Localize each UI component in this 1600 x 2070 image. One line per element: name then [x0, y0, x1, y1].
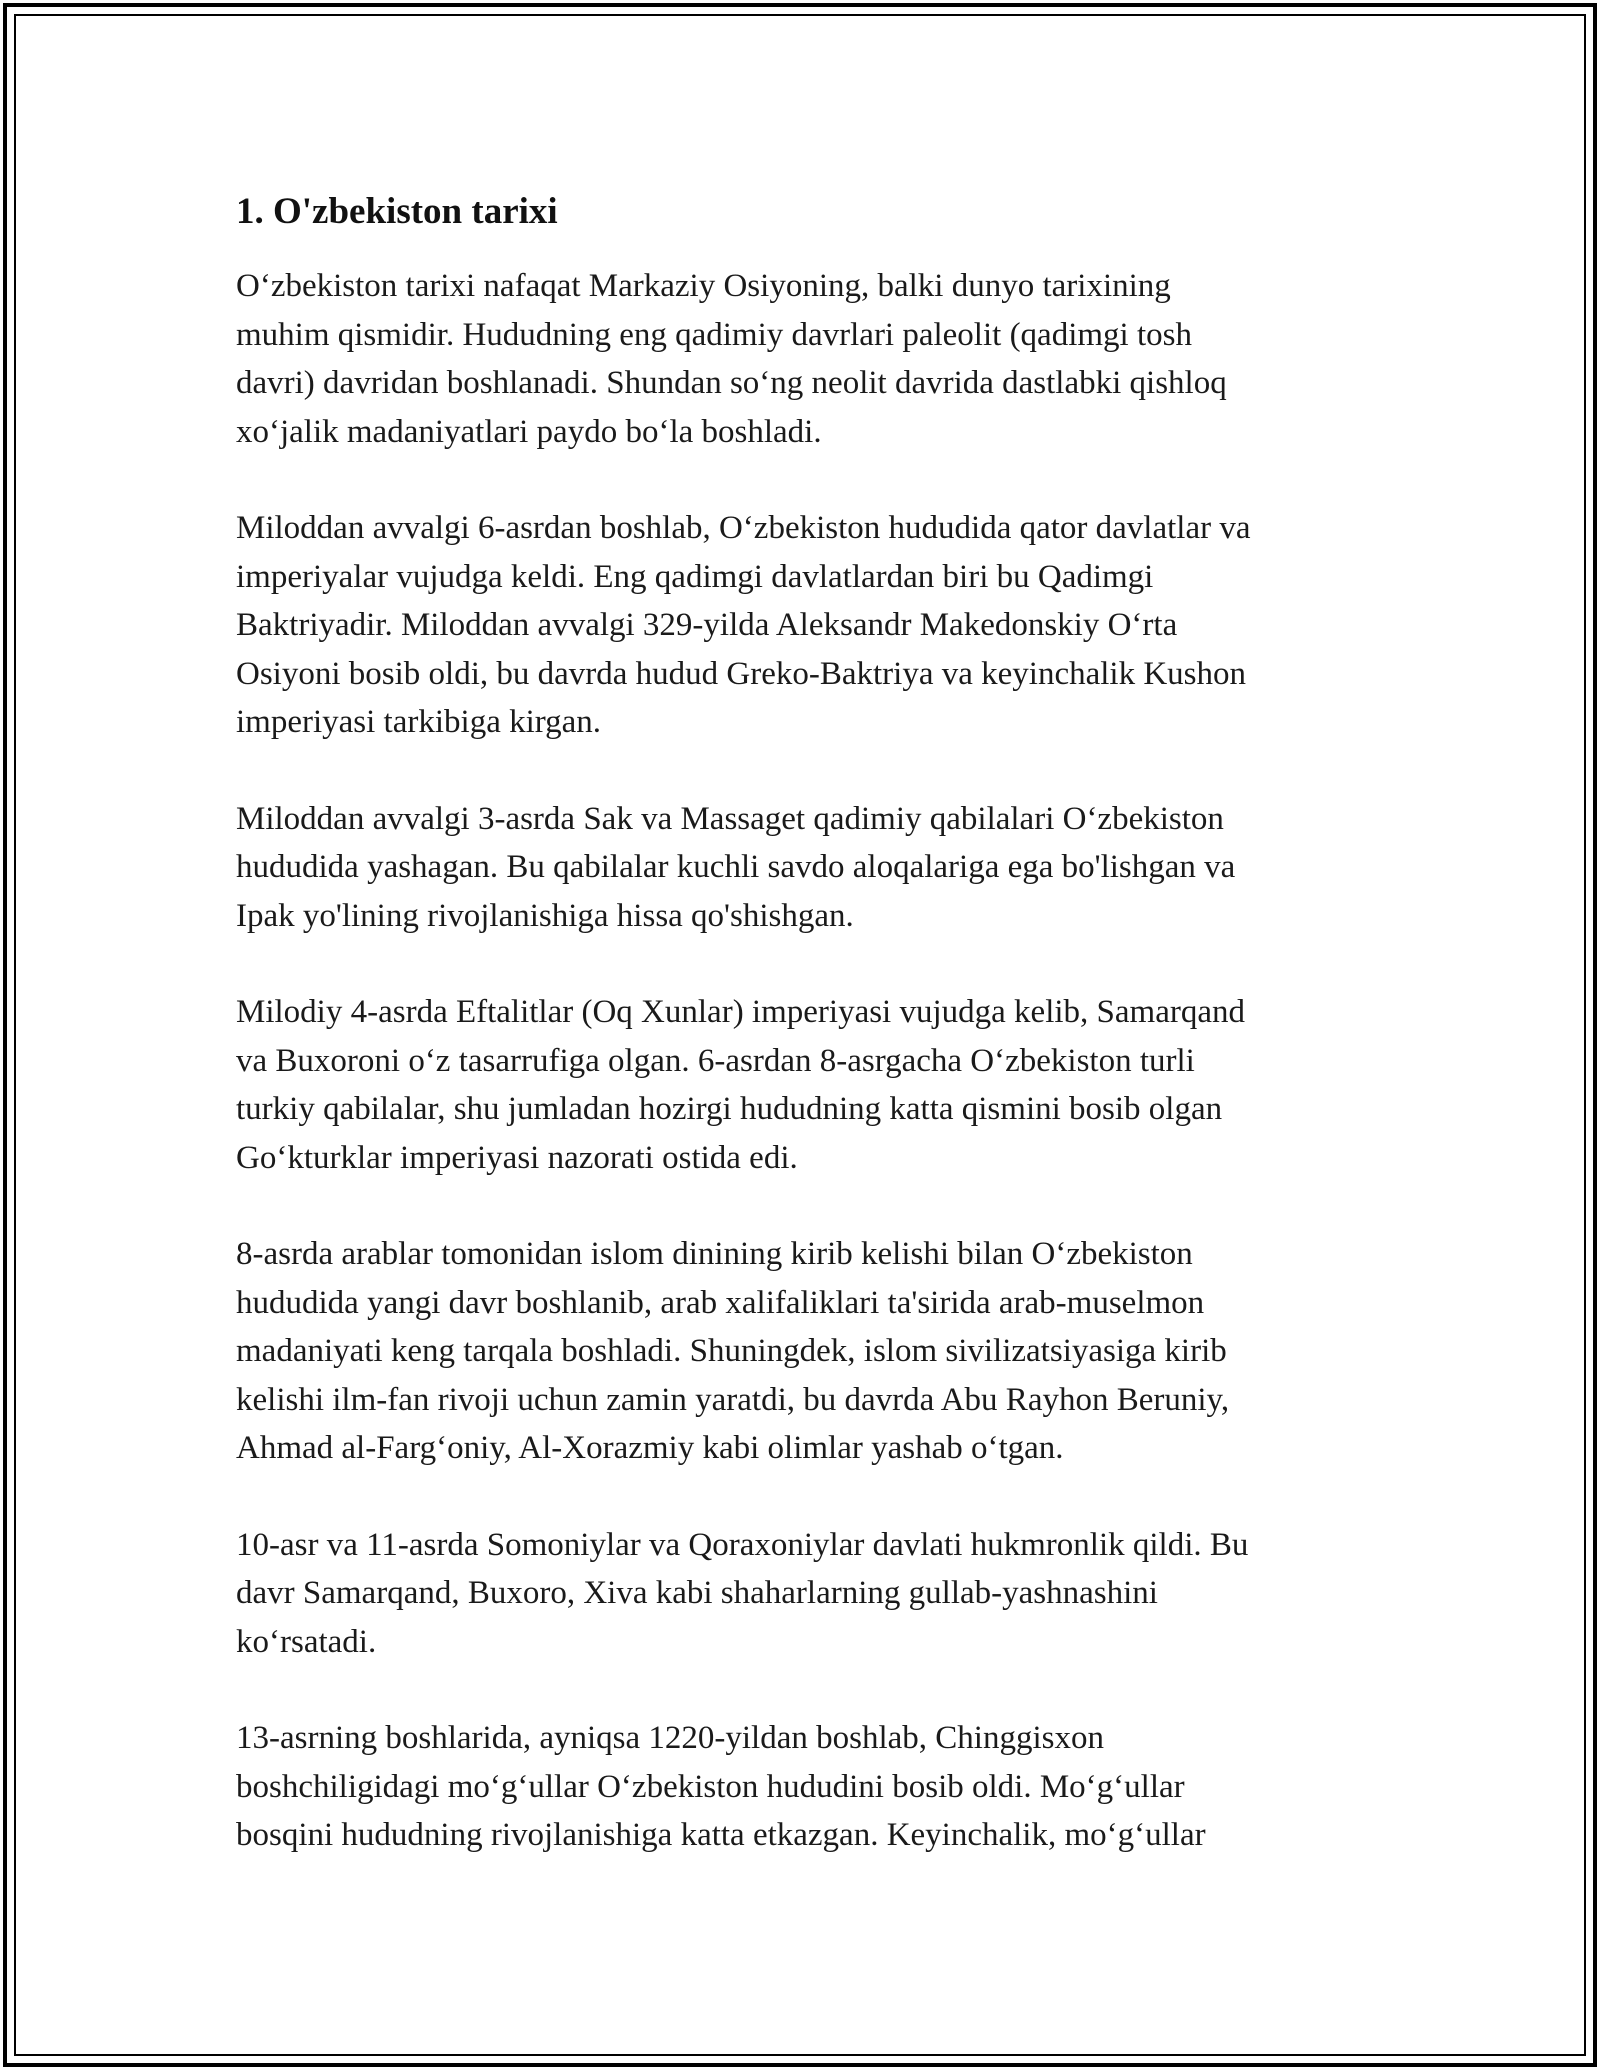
- paragraph-2: Miloddan avvalgi 6-asrdan boshlab, O‘zbekiston hududida qator davlatlar va imperiyalar vujudga keldi. Eng qadimgi davlatlardan biri bu Qadimgi Baktriyadir. Miloddan avvalgi 329-yilda Aleksandr Makedonskiy O‘rta Osiyoni bosib oldi, bu davrda hudud Greko-Baktriya va keyinchalik Kushon imperiyasi tarkibiga kirgan.: [236, 510, 1251, 740]
- document-body: [236, 186, 1366, 1908]
- paragraph-3: Miloddan avvalgi 3-asrda Sak va Massaget qadimiy qabilalari O‘zbekiston hududida yashagan. Bu qabilalar kuchli savdo aloqalariga ega bo'lishgan va Ipak yo'lining rivojlanishiga hissa qo'shishgan.: [236, 800, 1236, 934]
- section-heading: 1. O'zbekiston tarixi: [236, 191, 558, 232]
- paragraph-7: 13-asrning boshlarida, ayniqsa 1220-yildan boshlab, Chinggisxon boshchiligidagi mo‘g‘ullar O‘zbekiston hududini bosib oldi. Mo‘g‘ullar bosqini hududning rivojlanishiga katta etkazgan. Keyinchalik, mo‘g‘ullar: [236, 1720, 1206, 1853]
- paragraph-1: O‘zbekiston tarixi nafaqat Markaziy Osiyoning, balki dunyo tarixining muhim qismidir. Hududning eng qadimiy davrlari paleolit (qadimgi tosh davri) davridan boshlanadi. Shundan so‘ng neolit davrida dastlabki qishloq xo‘jalik madaniyatlari paydo bo‘la boshladi.: [236, 268, 1227, 450]
- paragraph-4: Milodiy 4-asrda Eftalitlar (Oq Xunlar) imperiyasi vujudga kelib, Samarqand va Buxoroni o‘z tasarrufiga olgan. 6-asrdan 8-asrgacha O‘zbekiston turli turkiy qabilalar, shu jumladan hozirgi hududning katta qismini bosib olgan Go‘kturklar imperiyasi nazorati ostida edi.: [236, 994, 1245, 1176]
- paragraph-5: 8-asrda arablar tomonidan islom dinining kirib kelishi bilan O‘zbekiston hududida yangi davr boshlanib, arab xalifaliklari ta'sirida arab-muselmon madaniyati keng tarqala boshladi. Shuningdek, islom sivilizatsiyasiga kirib kelishi ilm-fan rivoji uchun zamin yaratdi, bu davrda Abu Rayhon Beruniy, Ahmad al-Farg‘oniy, Al-Xorazmiy kabi olimlar yashab o‘tgan.: [236, 1236, 1230, 1466]
- paragraph-6: 10-asr va 11-asrda Somoniylar va Qoraxoniylar davlati hukmronlik qildi. Bu davr Samarqand, Buxoro, Xiva kabi shaharlarning gullab-yashnashini ko‘rsatadi.: [236, 1526, 1249, 1660]
